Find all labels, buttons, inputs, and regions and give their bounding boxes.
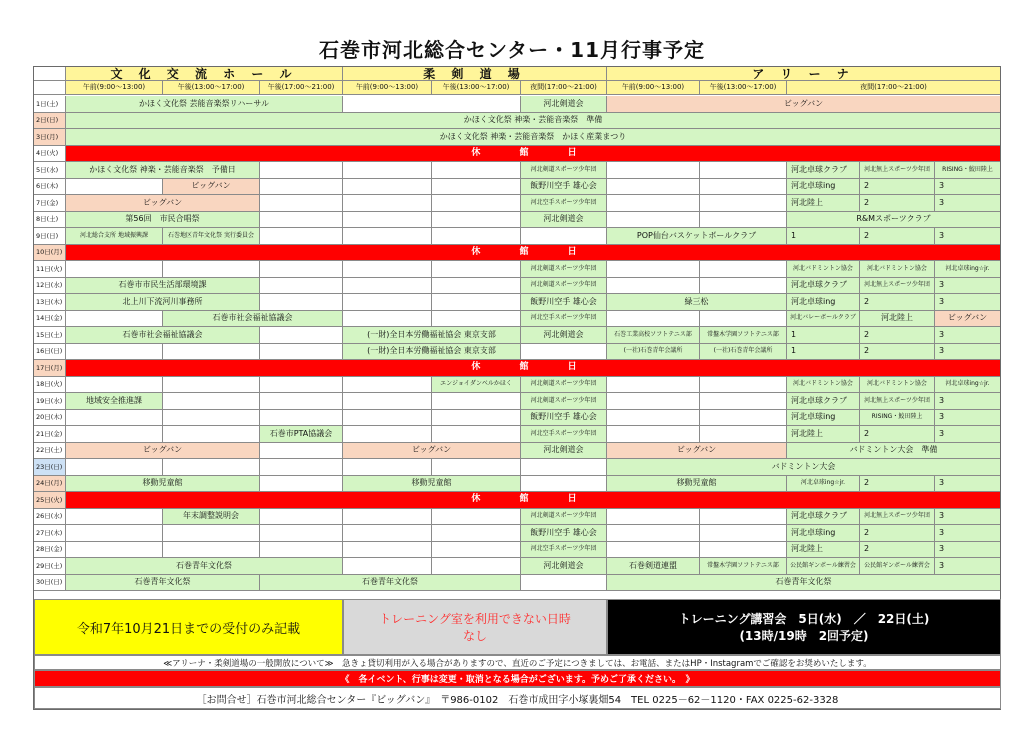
slot-header: 午後(17:00～21:00)	[260, 81, 343, 95]
day-label: 16日(日)	[34, 344, 66, 361]
event-cell: 河北バレーボールクラブ	[787, 311, 860, 328]
day-label: 21日(金)	[34, 426, 66, 443]
slot-header: 午後(13:00～17:00)	[432, 81, 521, 95]
event-cell: バドミントン大会	[607, 459, 1001, 476]
event-cell: (一社)石巻青年会議所	[700, 344, 787, 361]
closed-day-bar: 休 館 日	[66, 146, 1001, 163]
empty-cell	[700, 426, 787, 443]
event-cell: 3	[935, 294, 1001, 311]
slot-header: 夜間(17:00～21:00)	[787, 81, 1001, 95]
empty-cell	[66, 311, 163, 328]
event-cell: 河北卓球ing	[787, 179, 860, 196]
event-cell: 3	[935, 542, 1001, 559]
empty-cell	[66, 179, 163, 196]
event-cell: 河北バドミントン協会	[860, 261, 935, 278]
empty-cell	[607, 426, 700, 443]
empty-cell	[163, 393, 260, 410]
day-label: 28日(金)	[34, 542, 66, 559]
empty-cell	[163, 410, 260, 427]
event-cell: 公民館ギンボール練習会	[787, 558, 860, 575]
event-cell: (一財)全日本労働福祉協会 東京支部	[343, 327, 521, 344]
event-cell: 河北卓球ing☆jr.	[935, 377, 1001, 394]
empty-cell	[607, 377, 700, 394]
closed-day-bar: 休 館 日	[66, 360, 1001, 377]
empty-cell	[432, 212, 521, 229]
event-cell: 3	[935, 179, 1001, 196]
event-cell: 3	[935, 195, 1001, 212]
empty-cell	[432, 459, 521, 476]
empty-cell	[432, 393, 521, 410]
empty-cell	[260, 509, 343, 526]
corner-cell	[34, 67, 66, 81]
empty-cell	[66, 459, 163, 476]
empty-cell	[343, 311, 432, 328]
empty-cell	[66, 344, 163, 361]
empty-cell	[343, 459, 432, 476]
event-cell: 北上川下流河川事務所	[66, 294, 260, 311]
event-cell: 河北卓球クラブ	[787, 509, 860, 526]
event-cell: 石巻工業高校ソフトテニス部	[607, 327, 700, 344]
empty-cell	[260, 228, 343, 245]
empty-cell	[260, 443, 343, 460]
event-cell: 2	[860, 327, 935, 344]
empty-cell	[343, 377, 432, 394]
day-label: 24日(月)	[34, 476, 66, 493]
training-course-note	[607, 599, 1001, 655]
event-cell: 河北無上スポーツ少年団	[860, 278, 935, 295]
empty-cell	[607, 212, 700, 229]
event-cell: 2	[860, 294, 935, 311]
event-cell: 河北バドミントン協会	[860, 377, 935, 394]
event-cell: 2	[860, 476, 935, 493]
empty-cell	[260, 525, 343, 542]
event-cell: 3	[935, 426, 1001, 443]
empty-cell	[343, 96, 521, 113]
empty-cell	[521, 228, 607, 245]
event-cell: 移動児童館	[66, 476, 260, 493]
empty-cell	[343, 410, 432, 427]
event-cell: 河北バドミントン協会	[787, 377, 860, 394]
slot-header: 午後(13:00～17:00)	[700, 81, 787, 95]
empty-cell	[163, 542, 260, 559]
empty-cell	[521, 476, 607, 493]
event-cell: 河北バドミントン協会	[787, 261, 860, 278]
event-cell: 1	[787, 228, 860, 245]
event-cell: 地域安全推進課	[66, 393, 163, 410]
event-cell: 常盤木学園ソフトテニス部	[700, 327, 787, 344]
event-cell: 河北剣道スポーツ少年団	[521, 261, 607, 278]
event-cell: ビッグバン	[163, 179, 260, 196]
event-cell: 石巻市市民生活部環境課	[66, 278, 260, 295]
empty-cell	[260, 179, 343, 196]
day-label: 13日(木)	[34, 294, 66, 311]
empty-cell	[163, 525, 260, 542]
event-cell: 河北剣道スポーツ少年団	[521, 162, 607, 179]
day-label: 14日(金)	[34, 311, 66, 328]
empty-cell	[260, 377, 343, 394]
empty-cell	[260, 459, 343, 476]
day-label: 15日(土)	[34, 327, 66, 344]
day-label: 6日(木)	[34, 179, 66, 196]
event-cell: 石巻青年文化祭	[260, 575, 521, 592]
event-cell: 河北剣道会	[521, 327, 607, 344]
event-cell: 2	[860, 344, 935, 361]
empty-cell	[66, 377, 163, 394]
empty-cell	[521, 459, 607, 476]
day-label: 7日(金)	[34, 195, 66, 212]
empty-cell	[700, 311, 787, 328]
event-cell: 河北陸上	[787, 195, 860, 212]
empty-cell	[260, 212, 343, 229]
event-cell: 2	[860, 179, 935, 196]
day-label: 17日(月)	[34, 360, 66, 377]
venue-dojo: 柔 剣 道 場	[343, 67, 607, 81]
event-cell: 年末調整説明会	[163, 509, 260, 526]
empty-cell	[66, 261, 163, 278]
event-cell: 2	[860, 542, 935, 559]
event-cell: 移動児童館	[343, 476, 521, 493]
empty-cell	[607, 509, 700, 526]
empty-cell	[260, 327, 343, 344]
empty-cell	[432, 162, 521, 179]
event-cell: 河北卓球ing	[787, 294, 860, 311]
empty-cell	[607, 278, 700, 295]
event-cell: 石巻地区青年文化祭 実行委員会	[163, 228, 260, 245]
empty-cell	[343, 195, 432, 212]
event-cell: 2	[860, 525, 935, 542]
closed-day-bar: 休 館 日	[66, 245, 1001, 262]
event-cell: 河北空手スポーツ少年団	[521, 311, 607, 328]
empty-cell	[607, 195, 700, 212]
event-cell: 飯野川空手 雄心会	[521, 179, 607, 196]
day-label: 26日(水)	[34, 509, 66, 526]
event-cell: 河北空手スポーツ少年団	[521, 542, 607, 559]
event-cell: ビッグバン	[66, 195, 260, 212]
day-label: 18日(火)	[34, 377, 66, 394]
empty-cell	[700, 410, 787, 427]
event-cell: 河北陸上	[787, 426, 860, 443]
deadline-note: 令和7年10月21日までの受付のみ記載	[34, 599, 343, 655]
event-cell: 河北剣道会	[521, 96, 607, 113]
event-cell: 1	[787, 327, 860, 344]
empty-cell	[521, 575, 607, 592]
event-cell: 河北卓球ing☆jr.	[935, 261, 1001, 278]
empty-cell	[607, 542, 700, 559]
event-cell: バドミントン大会 準備	[787, 443, 1001, 460]
empty-cell	[521, 344, 607, 361]
empty-cell	[66, 410, 163, 427]
training-course-line-1: トレーニング講習会 5日(水) ／ 22日(土)	[678, 612, 930, 626]
day-label: 11日(火)	[34, 261, 66, 278]
event-cell: 河北剣道会	[521, 558, 607, 575]
empty-cell	[432, 426, 521, 443]
empty-cell	[260, 294, 343, 311]
event-cell: 石巻剣道連盟	[607, 558, 700, 575]
day-label: 1日(土)	[34, 96, 66, 113]
event-cell: POP仙台バスケットボールクラブ	[607, 228, 787, 245]
event-cell: ビッグバン	[343, 443, 521, 460]
event-cell: 河北剣道スポーツ少年団	[521, 278, 607, 295]
event-cell: 3	[935, 393, 1001, 410]
empty-cell	[343, 162, 432, 179]
empty-cell	[343, 509, 432, 526]
event-cell: 石巻市社会福祉協議会	[66, 327, 260, 344]
day-label: 2日(日)	[34, 113, 66, 130]
day-label: 19日(水)	[34, 393, 66, 410]
event-cell: 河北空手スポーツ少年団	[521, 195, 607, 212]
event-cell: 石巻青年文化祭	[607, 575, 1001, 592]
event-cell: 3	[935, 278, 1001, 295]
empty-cell	[260, 278, 343, 295]
event-cell: 2	[860, 228, 935, 245]
empty-cell	[432, 195, 521, 212]
event-cell: (一社)石巻青年会議所	[607, 344, 700, 361]
empty-cell	[432, 179, 521, 196]
empty-cell	[700, 261, 787, 278]
event-cell: 河北卓球クラブ	[787, 393, 860, 410]
empty-cell	[432, 558, 521, 575]
event-cell: (一財)全日本労働福祉協会 東京支部	[343, 344, 521, 361]
empty-cell	[700, 525, 787, 542]
corner-cell-2	[34, 81, 66, 95]
event-cell: 石巻青年文化祭	[66, 575, 260, 592]
empty-cell	[607, 311, 700, 328]
event-cell: 河北卓球ing	[787, 410, 860, 427]
empty-cell	[432, 294, 521, 311]
general-open-note: ≪アリーナ・柔剣道場の一般開放について≫ 急きょ貸切利用が入る場合がありますので、直近のご予定につきましては、お電話、またはHP・Instagramでご確認をお奨めいたします。	[34, 655, 1001, 670]
slot-header: 午前(9:00～13:00)	[343, 81, 432, 95]
event-cell: 3	[935, 410, 1001, 427]
empty-cell	[260, 261, 343, 278]
empty-cell	[163, 344, 260, 361]
empty-cell	[343, 525, 432, 542]
event-cell: 3	[935, 525, 1001, 542]
empty-cell	[607, 162, 700, 179]
event-cell: 移動児童館	[607, 476, 787, 493]
day-label: 22日(土)	[34, 443, 66, 460]
day-label: 3日(月)	[34, 129, 66, 146]
day-label: 29日(土)	[34, 558, 66, 575]
event-cell: RISING・鮫田陸上	[935, 162, 1001, 179]
event-cell: 常盤木学園ソフトテニス部	[700, 558, 787, 575]
empty-cell	[163, 459, 260, 476]
empty-cell	[343, 212, 432, 229]
day-label: 20日(木)	[34, 410, 66, 427]
event-cell: R&Mスポーツクラブ	[787, 212, 1001, 229]
empty-cell	[343, 542, 432, 559]
day-label: 30日(日)	[34, 575, 66, 592]
day-label: 27日(木)	[34, 525, 66, 542]
empty-cell	[343, 278, 432, 295]
event-cell: 2	[860, 426, 935, 443]
event-cell: 第56回 市民合唱祭	[66, 212, 260, 229]
empty-cell	[66, 525, 163, 542]
event-cell: 公民館ギンボール練習会	[860, 558, 935, 575]
day-label: 9日(日)	[34, 228, 66, 245]
event-cell: 河北剣道スポーツ少年団	[521, 509, 607, 526]
empty-cell	[432, 542, 521, 559]
event-cell: 河北陸上	[860, 311, 935, 328]
empty-cell	[700, 212, 787, 229]
event-cell: ビッグバン	[607, 96, 1001, 113]
empty-cell	[260, 344, 343, 361]
slot-header: 午後(13:00～17:00)	[163, 81, 260, 95]
event-cell: かほく文化祭 神楽・芸能音楽祭 準備	[66, 113, 1001, 130]
event-cell: ビッグバン	[607, 443, 787, 460]
day-label: 5日(水)	[34, 162, 66, 179]
closed-day-bar: 休 館 日	[66, 492, 1001, 509]
empty-cell	[343, 179, 432, 196]
slot-header: 夜間(17:00～21:00)	[521, 81, 607, 95]
event-cell: 河北卓球ing☆jr.	[787, 476, 860, 493]
empty-cell	[432, 261, 521, 278]
slot-header: 午前(9:00～13:00)	[607, 81, 700, 95]
event-cell: 飯野川空手 雄心会	[521, 525, 607, 542]
day-label: 8日(土)	[34, 212, 66, 229]
empty-cell	[700, 393, 787, 410]
empty-cell	[343, 558, 432, 575]
event-cell: 河北卓球ing	[787, 525, 860, 542]
day-label: 12日(水)	[34, 278, 66, 295]
event-cell: 河北総合支所 地域振興課	[66, 228, 163, 245]
empty-cell	[163, 377, 260, 394]
event-cell: 3	[935, 344, 1001, 361]
event-cell: ビッグバン	[935, 311, 1001, 328]
event-cell: かほく文化祭 神楽・芸能音楽祭 かほく産業まつり	[66, 129, 1001, 146]
empty-cell	[607, 261, 700, 278]
empty-cell	[432, 228, 521, 245]
empty-cell	[700, 278, 787, 295]
day-label: 23日(日)	[34, 459, 66, 476]
event-cell: 河北卓球クラブ	[787, 162, 860, 179]
event-cell: 河北剣道スポーツ少年団	[521, 377, 607, 394]
training-course-line-2: (13時/19時 2回予定)	[739, 629, 869, 643]
event-cell: 河北空手スポーツ少年団	[521, 426, 607, 443]
event-cell: ビッグバン	[66, 443, 260, 460]
event-cell: 3	[935, 558, 1001, 575]
event-cell: 河北卓球クラブ	[787, 278, 860, 295]
event-cell: 河北剣道スポーツ少年団	[521, 393, 607, 410]
event-cell: かほく文化祭 神楽・芸能音楽祭 予備日	[66, 162, 260, 179]
venue-arena: ア リ ー ナ	[607, 67, 1001, 81]
event-cell: 3	[935, 509, 1001, 526]
empty-cell	[607, 179, 700, 196]
empty-cell	[163, 426, 260, 443]
empty-cell	[343, 228, 432, 245]
event-cell: 河北陸上	[787, 542, 860, 559]
empty-cell	[343, 261, 432, 278]
event-cell: かほく文化祭 芸能音楽祭リハーサル	[66, 96, 343, 113]
event-cell: 河北剣道会	[521, 212, 607, 229]
event-cell: 石巻市社会福祉協議会	[163, 311, 343, 328]
event-cell: 1	[787, 344, 860, 361]
training-unavailable-note: トレーニング室を利用できない日時なし	[343, 599, 607, 655]
event-cell: RISING・鮫田陸上	[860, 410, 935, 427]
empty-cell	[260, 476, 343, 493]
empty-cell	[607, 410, 700, 427]
empty-cell	[432, 509, 521, 526]
contact-info: ［お問合せ］石巻市河北総合センター『ビッグバン』 〒986-0102 石巻市成田字小塚裏畑54 TEL 0225－62－1120・FAX 0225-62-3328	[34, 687, 1001, 709]
event-cell: 石巻市PTA協議会	[260, 426, 343, 443]
change-notice: 《 各イベント、行事は変更・取消となる場合がございます。予めご了承ください。 》	[34, 670, 1001, 687]
page-title: 石巻市河北総合センター・11月行事予定	[318, 38, 706, 62]
slot-header: 午前(9:00～13:00)	[66, 81, 163, 95]
empty-cell	[260, 195, 343, 212]
empty-cell	[163, 261, 260, 278]
day-label: 10日(月)	[34, 245, 66, 262]
empty-cell	[700, 542, 787, 559]
event-cell: 飯野川空手 雄心会	[521, 410, 607, 427]
empty-cell	[260, 410, 343, 427]
empty-cell	[432, 311, 521, 328]
day-label: 25日(火)	[34, 492, 66, 509]
empty-cell	[66, 509, 163, 526]
empty-cell	[700, 509, 787, 526]
event-cell: 3	[935, 228, 1001, 245]
empty-cell	[607, 525, 700, 542]
empty-cell	[607, 393, 700, 410]
event-cell: 3	[935, 476, 1001, 493]
empty-cell	[700, 179, 787, 196]
empty-cell	[260, 542, 343, 559]
event-cell: 河北無上スポーツ少年団	[860, 393, 935, 410]
empty-cell	[432, 525, 521, 542]
empty-cell	[432, 410, 521, 427]
event-cell: 河北無上スポーツ少年団	[860, 162, 935, 179]
event-cell: エンジョイダンベルかほく	[432, 377, 521, 394]
venue-hall: 文 化 交 流 ホ ー ル	[66, 67, 343, 81]
empty-cell	[260, 393, 343, 410]
empty-cell	[343, 426, 432, 443]
empty-cell	[66, 542, 163, 559]
empty-cell	[700, 162, 787, 179]
event-cell: 3	[935, 327, 1001, 344]
empty-cell	[66, 426, 163, 443]
empty-cell	[260, 162, 343, 179]
event-cell: 緑三松	[607, 294, 787, 311]
day-label: 4日(火)	[34, 146, 66, 163]
empty-cell	[700, 377, 787, 394]
event-cell: 石巻青年文化祭	[66, 558, 343, 575]
event-cell: 河北無上スポーツ少年団	[860, 509, 935, 526]
empty-cell	[343, 393, 432, 410]
event-cell: 2	[860, 195, 935, 212]
empty-cell	[432, 278, 521, 295]
event-cell: 河北剣道会	[521, 443, 607, 460]
empty-cell	[700, 195, 787, 212]
event-cell: 飯野川空手 雄心会	[521, 294, 607, 311]
empty-cell	[343, 294, 432, 311]
